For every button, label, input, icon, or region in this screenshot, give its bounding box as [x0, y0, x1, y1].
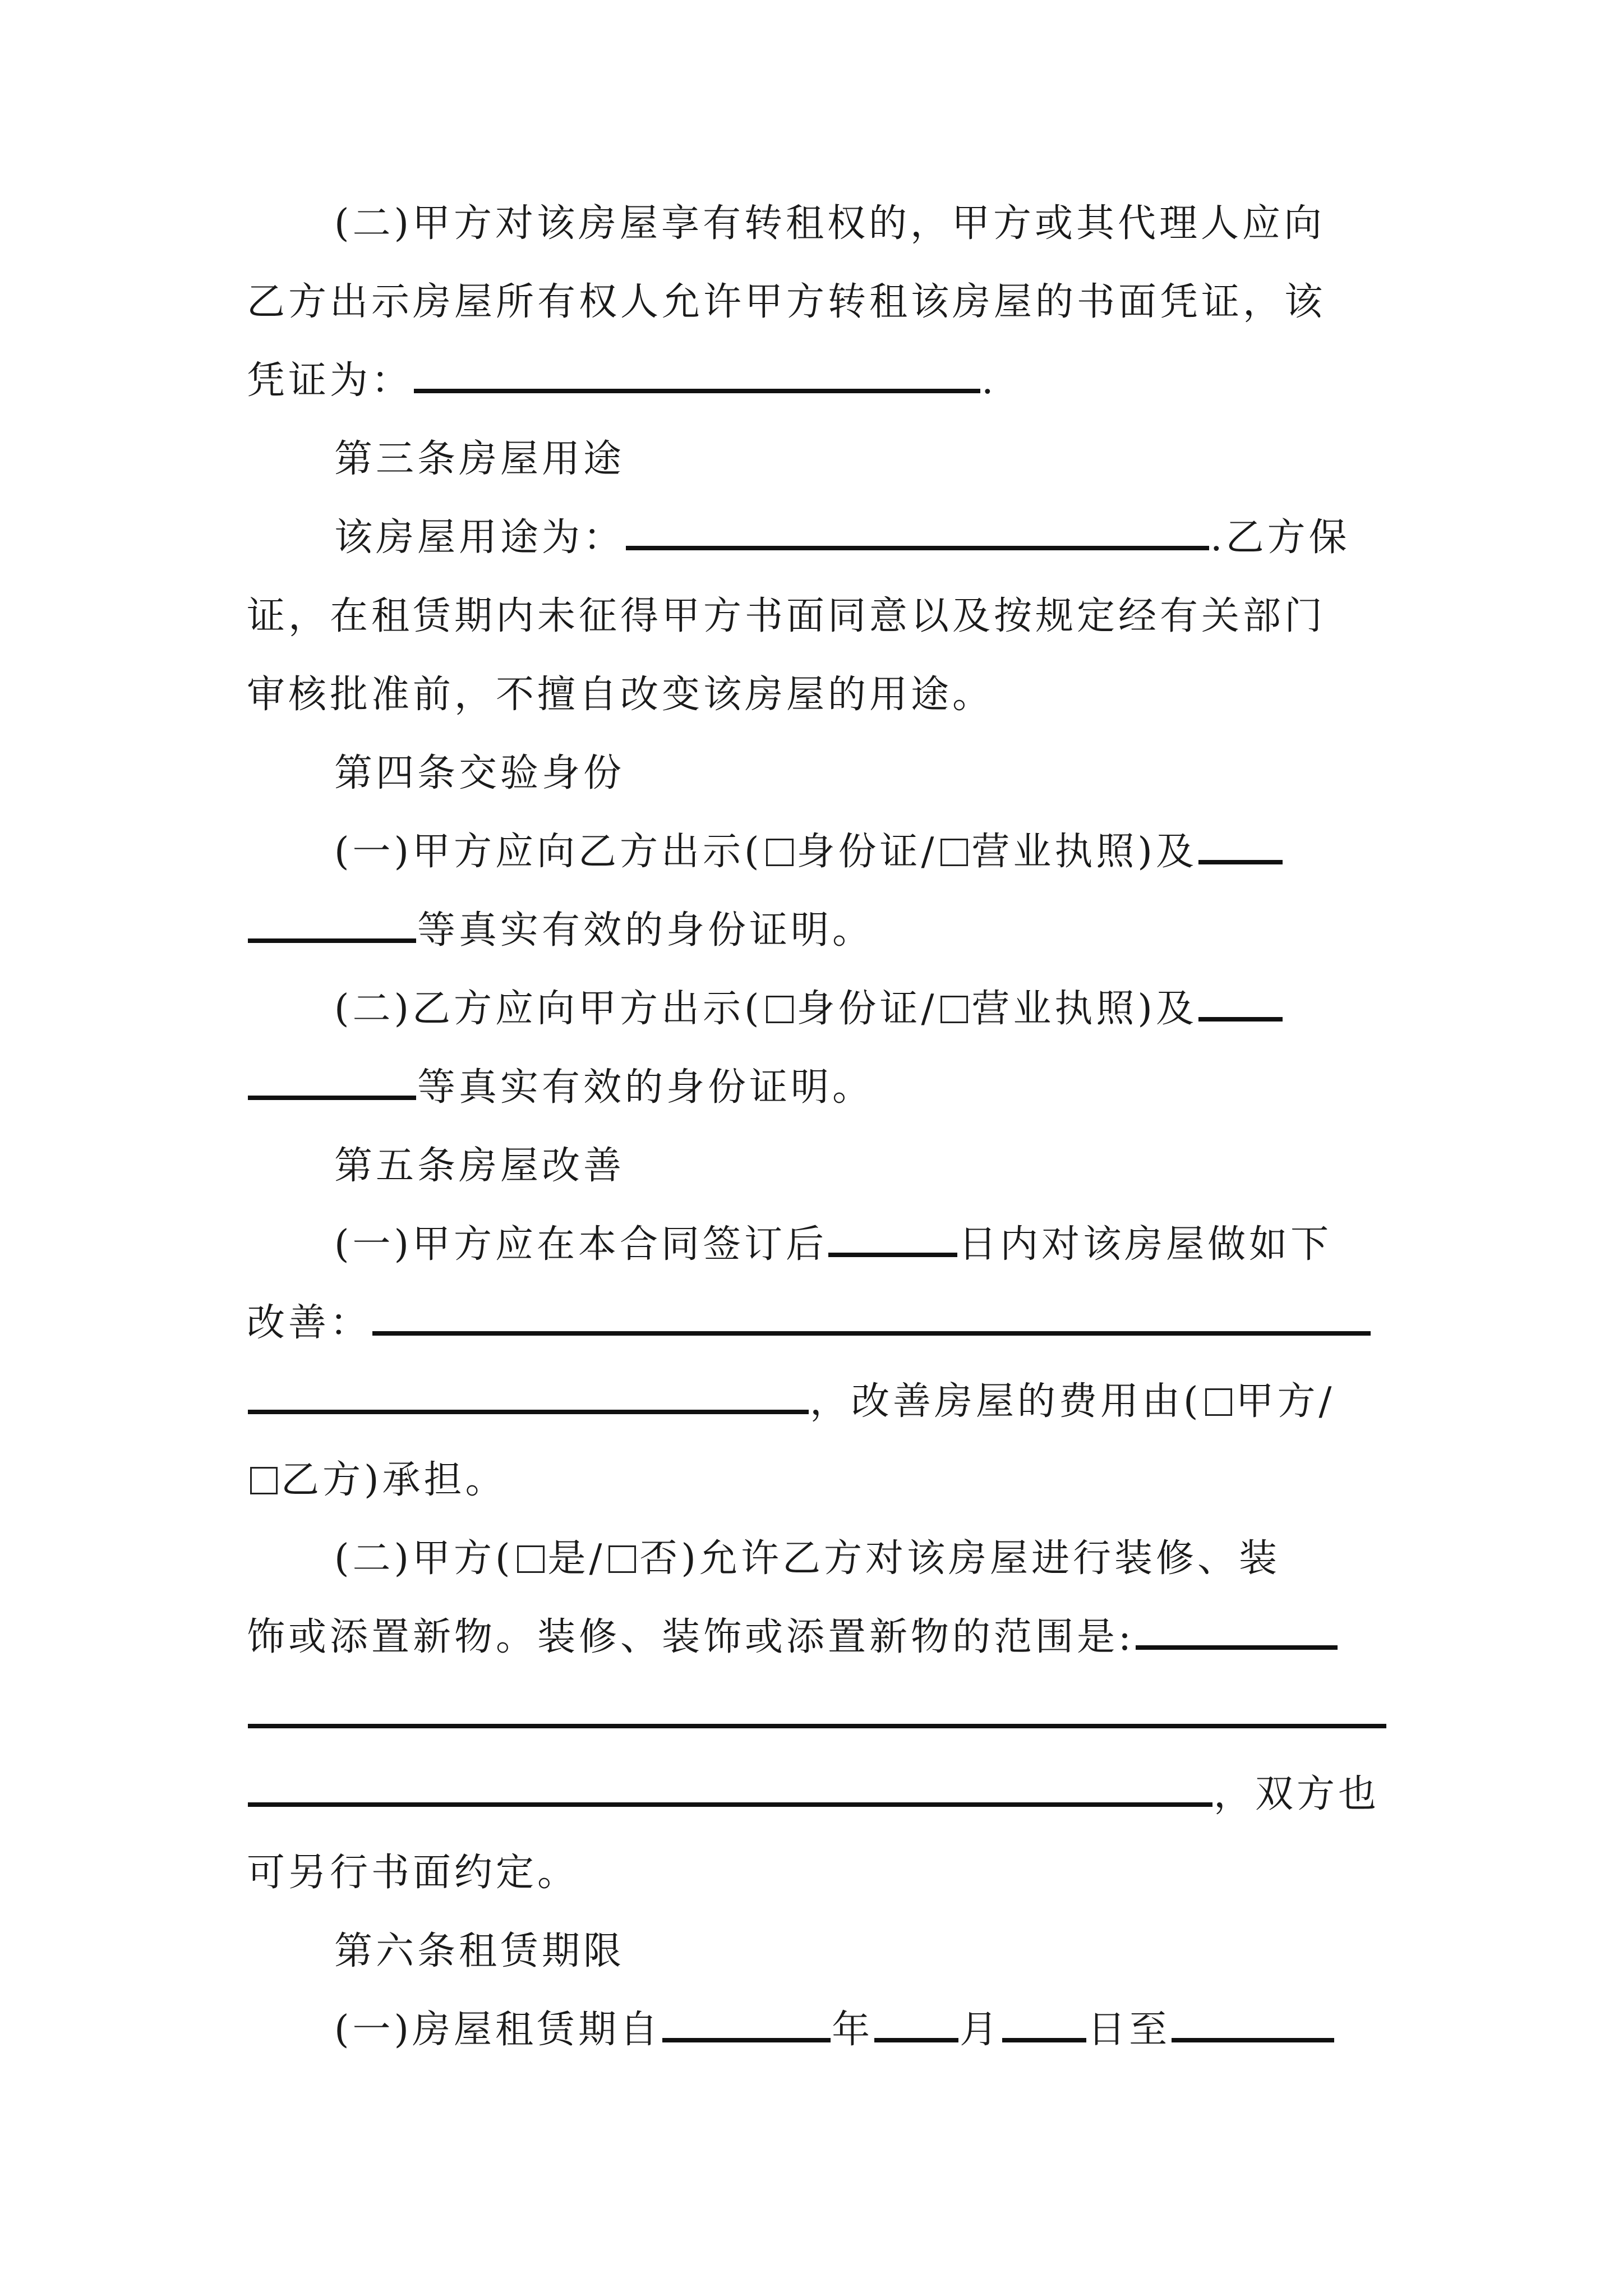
p1-line3-prefix: 凭证为： [247, 358, 413, 403]
decoration-scope-blank-3[interactable] [248, 1774, 1212, 1807]
business-license-checkbox-b[interactable] [940, 996, 968, 1023]
end-year-blank[interactable] [1172, 2010, 1334, 2042]
business-license-checkbox-a[interactable] [940, 839, 968, 866]
article3-line3-text: 审核批准前，不擅自改变该房屋的用途。 [247, 673, 994, 717]
article5-item2-c: 否)允许乙方对该房屋进行装修、装 [639, 1536, 1280, 1581]
article4-item2-cont-text: 等真实有效的身份证明。 [417, 1065, 874, 1110]
article5-item1 [334, 1206, 1332, 1283]
article5-item1-line4 [247, 1442, 506, 1519]
article4-item1-cont [247, 892, 874, 969]
article5-item1-a: (一)甲方应在本合同签订后 [334, 1222, 828, 1267]
article3-title [334, 421, 625, 498]
article3-line1-suffix: .乙方保 [1210, 516, 1350, 560]
p1-line2-text: 乙方出示房屋所有权人允许甲方转租该房屋的书面凭证，该 [247, 280, 1326, 324]
article5-item2-line4-suffix: ，双方也 [1214, 1772, 1380, 1816]
article6-title-text: 第六条租赁期限 [334, 1929, 625, 1973]
article5-item2-line5-text: 可另行书面约定。 [247, 1851, 579, 1895]
article3-line1-prefix: 该房屋用途为： [334, 516, 625, 560]
day-label: 日至 [1087, 2008, 1171, 2052]
days-blank[interactable] [828, 1225, 957, 1257]
decoration-scope-blank-2[interactable] [248, 1696, 1386, 1728]
article3-title-text: 第三条房屋用途 [334, 437, 625, 481]
decoration-scope-blank-1[interactable] [1136, 1617, 1338, 1650]
party-b-id-blank-1[interactable] [1198, 989, 1283, 1022]
article5-item2 [334, 1520, 1280, 1598]
decoration-yes-checkbox[interactable] [517, 1545, 545, 1573]
article4-item1-cont-text: 等真实有效的身份证明。 [417, 908, 874, 953]
article4-item2-c: 营业执照)及 [971, 987, 1197, 1031]
article4-item1-c: 营业执照)及 [971, 830, 1197, 874]
article6-title [334, 1913, 625, 1990]
article4-title-text: 第四条交验身份 [334, 751, 625, 795]
article5-title [334, 1128, 625, 1205]
article3-line2 [247, 578, 1326, 655]
article4-item2 [334, 970, 1284, 1048]
article4-item2-cont [247, 1049, 874, 1126]
article3-line2-text: 证，在租赁期内未征得甲方书面同意以及按规定经有关部门 [247, 594, 1326, 638]
p1-line1 [334, 185, 1325, 263]
month-label: 月 [960, 2008, 1002, 2052]
p1-line2 [247, 264, 1326, 341]
id-card-checkbox-b[interactable] [766, 996, 794, 1023]
start-year-blank[interactable] [662, 2010, 831, 2042]
article5-item2-a: (二)甲方( [334, 1536, 514, 1581]
party-a-cost-checkbox[interactable] [1205, 1388, 1233, 1416]
party-b-cost-checkbox[interactable] [250, 1467, 278, 1494]
article5-item2-line2 [247, 1599, 1339, 1676]
article5-item1-line3-b: 甲方/ [1235, 1379, 1335, 1424]
article5-item2-line2-text: 饰或添置新物。装修、装饰或添置新物的范围是: [247, 1615, 1135, 1659]
p1-line3 [247, 342, 997, 420]
article5-item1-line3 [247, 1363, 1335, 1441]
article4-title [334, 735, 625, 812]
start-day-blank[interactable] [1002, 2010, 1086, 2042]
article5-item1-b: 日内对该房屋做如下 [958, 1222, 1332, 1267]
article5-item2-b: 是/ [547, 1536, 606, 1581]
article5-item2-line4 [247, 1756, 1380, 1833]
id-card-checkbox-a[interactable] [766, 839, 794, 866]
improvement-blank-1[interactable] [372, 1303, 1371, 1336]
p1-line3-suffix: . [981, 358, 997, 403]
improvement-blank-2[interactable] [248, 1382, 809, 1414]
article5-item1-line2 [247, 1285, 1372, 1362]
article4-item1-a: (一)甲方应向乙方出示( [334, 830, 763, 874]
start-month-blank[interactable] [874, 2010, 958, 2042]
article4-item1-b: 身份证/ [796, 830, 938, 874]
article4-item2-a: (二)乙方应向甲方出示( [334, 987, 763, 1031]
article5-title-text: 第五条房屋改善 [334, 1144, 625, 1188]
decoration-no-checkbox[interactable] [608, 1545, 636, 1573]
article5-item2-line3 [247, 1677, 1387, 1755]
article5-item1-line3-a: ，改善房屋的费用由( [810, 1379, 1202, 1424]
party-a-id-blank-1[interactable] [1198, 832, 1283, 864]
article3-line3 [247, 656, 994, 734]
p1-line1-text: (二)甲方对该房屋享有转租权的，甲方或其代理人应向 [334, 201, 1326, 246]
article4-item1 [334, 813, 1284, 891]
party-b-id-blank-2[interactable] [248, 1068, 416, 1100]
article6-item1-a: (一)房屋租赁期自 [334, 2008, 662, 2052]
article5-item1-line4-text: 乙方)承担。 [280, 1458, 507, 1502]
usage-blank[interactable] [626, 518, 1209, 550]
voucher-blank[interactable] [414, 361, 980, 393]
article3-line1 [334, 499, 1350, 577]
article5-item2-line5 [247, 1834, 579, 1912]
article5-item1-line2-text: 改善： [247, 1301, 372, 1345]
article4-item2-b: 身份证/ [796, 987, 938, 1031]
party-a-id-blank-2[interactable] [248, 910, 416, 943]
year-label: 年 [832, 2008, 874, 2052]
article6-item1 [334, 1991, 1335, 2069]
